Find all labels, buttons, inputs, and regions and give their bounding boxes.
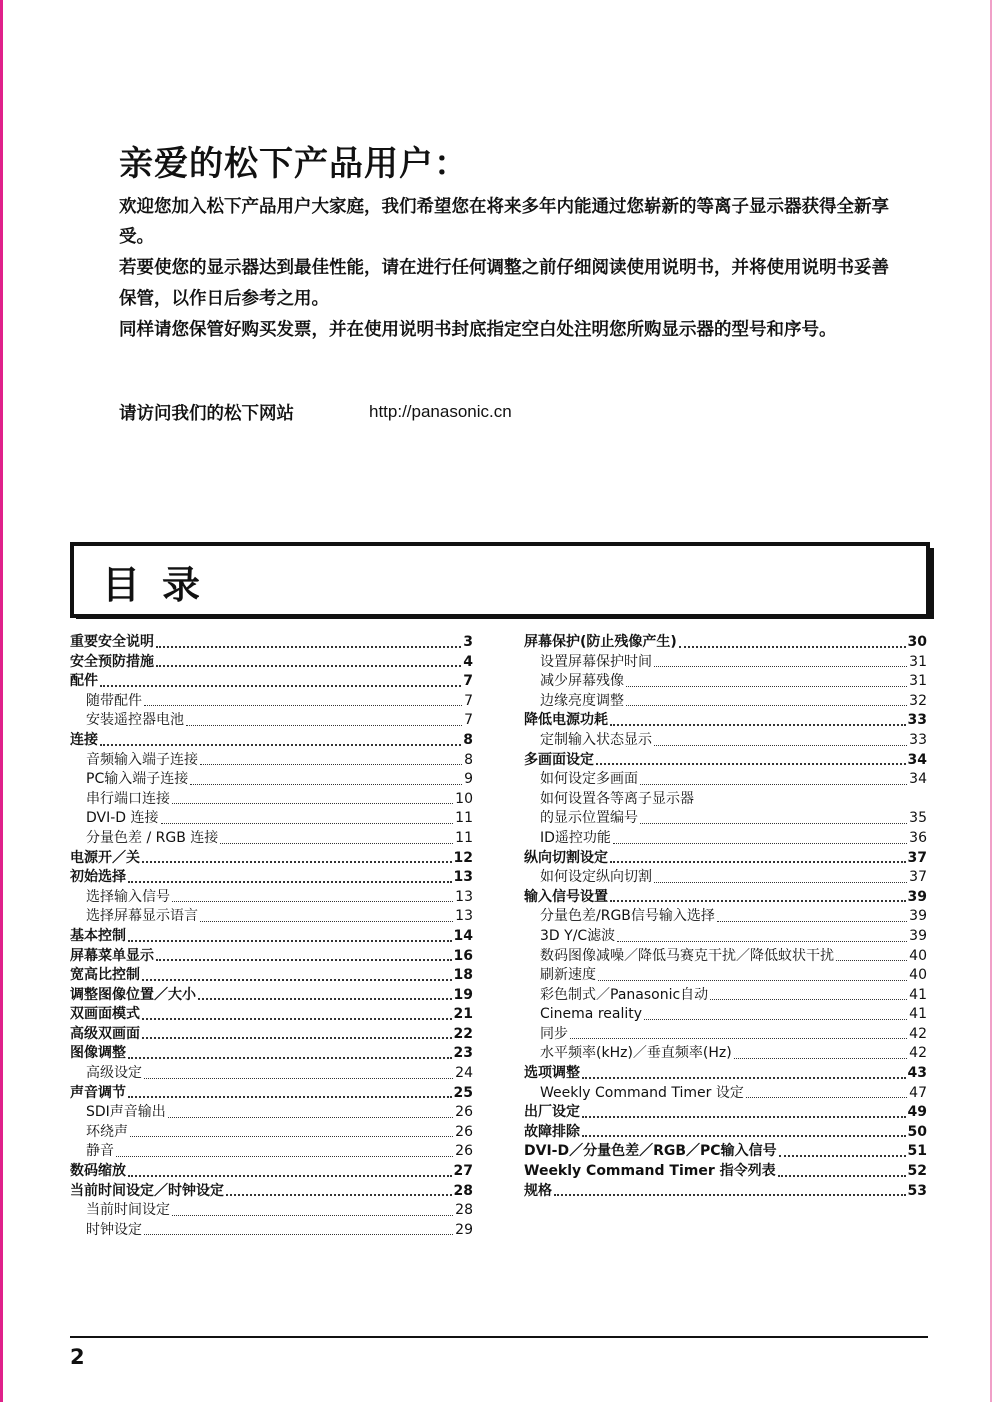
toc-leader-dots [226,1194,452,1196]
toc-leader-dots [598,980,907,981]
toc-entry-page: 8 [464,751,473,768]
toc-leader-dots [156,665,461,667]
toc-leader-dots [654,666,907,667]
toc-leader-dots [172,901,453,902]
toc-leader-dots [220,843,453,844]
intro-paragraph: 欢迎您加入松下产品用户大家庭，我们希望您在将来多年内能通过您崭新的等离子显示器获得全新享受。 [119,197,889,248]
toc-entry-page: 31 [909,653,927,670]
toc-entry[interactable] [70,888,473,908]
toc-leader-dots [613,843,907,844]
toc-entry-page: 11 [455,810,473,827]
toc-entry-page: 29 [455,1221,473,1238]
toc-entry-label: 电源开／关 [70,849,140,866]
toc-entry-page: 42 [909,1045,927,1062]
website-label: 请访问我们的松下网站 [119,404,294,424]
toc-entry[interactable] [524,1142,927,1162]
toc-entry-label: 随带配件 [86,692,142,709]
toc-leader-dots [679,646,906,648]
toc-leader-dots [554,1194,906,1196]
toc-leader-dots [582,1116,906,1118]
toc-entry[interactable] [524,1123,927,1143]
toc-entry-page: 32 [909,692,927,709]
toc-entry-page: 37 [909,869,927,886]
toc-entry-page: 47 [909,1084,927,1101]
toc-entry[interactable] [70,1142,473,1162]
toc-entry-label: 数码缩放 [70,1163,126,1180]
toc-entry[interactable] [524,1044,927,1064]
toc-leader-dots [144,1234,453,1235]
toc-entry[interactable] [70,1005,473,1025]
toc-entry-label: 选项调整 [524,1065,580,1082]
toc-entry[interactable] [524,711,927,731]
toc-leader-dots [142,979,452,981]
toc-entry-label: 屏幕菜单显示 [70,947,154,964]
toc-entry-label: 的显示位置编号 [540,810,638,827]
toc-entry-page: 14 [453,927,473,944]
toc-leader-dots [172,1215,453,1216]
toc-entry-page: 51 [907,1143,927,1160]
toc-entry[interactable] [524,790,927,810]
toc-entry-page: 7 [464,692,473,709]
toc-leader-dots [186,725,462,726]
toc-entry-label: 高级双画面 [70,1025,140,1042]
toc-entry-label: 当前时间设定／时钟设定 [70,1182,224,1199]
toc-entry[interactable] [524,633,927,653]
toc-entry[interactable] [524,1162,927,1182]
toc-leader-dots [128,1096,452,1098]
toc-entry-label: 如何设置各等离子显示器 [540,790,694,807]
toc-leader-dots [779,1155,906,1157]
toc-entry-page: 13 [453,869,473,886]
toc-leader-dots [640,784,907,785]
toc-leader-dots [161,823,454,824]
toc-entry-page: 31 [909,673,927,690]
toc-entry-page: 39 [909,927,927,944]
toc-entry-label: 选择屏幕显示语言 [86,908,198,925]
toc-entry[interactable] [524,927,927,947]
toc-leader-dots [168,1117,453,1118]
toc-entry-page: 34 [907,751,927,768]
toc-entry-label: 重要安全说明 [70,634,154,650]
toc-entry-label: 屏幕保护(防止残像产生) [524,634,677,650]
intro-paragraph: 若要使您的显示器达到最佳性能，请在进行任何调整之前仔细阅读使用说明书，并将使用说明书妥善保管，以作日后参考之用。 [119,258,889,309]
website-link[interactable]: http://panasonic.cn [369,402,512,421]
toc-entry[interactable] [524,986,927,1006]
toc-title: 目录 [102,563,223,607]
toc-entry-label: 串行端口连接 [86,790,170,807]
toc-leader-dots [626,686,907,687]
toc-entry-page: 26 [455,1143,473,1160]
toc-entry[interactable] [524,672,927,692]
left-edge-bar [0,0,3,1402]
toc-entry-label: 定制输入状态显示 [540,731,652,748]
toc-entry-page: 16 [453,947,473,964]
toc-entry-label: 减少屏幕残像 [540,673,624,690]
toc-entry[interactable] [70,1201,473,1221]
toc-leader-dots [144,1078,453,1079]
toc-entry-label: 设置屏幕保护时间 [540,653,652,670]
toc-entry-label: 静音 [86,1143,114,1160]
toc-entry[interactable] [524,731,927,751]
toc-entry-label: Cinema reality [540,1006,643,1023]
toc-leader-dots [836,960,907,961]
toc-leader-dots [130,1136,453,1137]
toc-entry[interactable] [524,1084,927,1104]
toc-entry-page: 53 [907,1182,927,1199]
toc-entry-page: 52 [907,1163,927,1180]
toc-entry-label: 选择输入信号 [86,888,170,905]
toc-entry-label: 3D Y/C滤波 [540,927,616,944]
toc-entry[interactable] [70,1025,473,1045]
toc-entry[interactable] [524,770,927,790]
toc-entry-page: 50 [907,1123,927,1140]
toc-entry-page: 3 [463,634,473,650]
toc-entry-label: Weekly Command Timer 设定 [540,1084,744,1101]
toc-entry[interactable] [524,1182,927,1202]
toc-entry[interactable] [524,947,927,967]
toc-entry-label: 数码图像减噪／降低马赛克干扰／降低蚊状干扰 [540,947,834,964]
toc-entry-page: 25 [453,1084,473,1101]
toc-entry-page: 26 [455,1104,473,1121]
toc-entry-page: 8 [463,731,473,748]
toc-entry-page: 28 [455,1202,473,1219]
toc-entry[interactable] [524,1103,927,1123]
toc-entry-label: 调整图像位置／大小 [70,986,196,1003]
toc-entry-label: 水平频率(kHz)／垂直频率(Hz) [540,1045,732,1062]
toc-entry-label: 安装遥控器电池 [86,712,184,729]
toc-leader-dots [644,1019,907,1020]
toc-entry-label: 分量色差/RGB信号输入选择 [540,908,715,925]
toc-entry[interactable] [524,907,927,927]
toc-entry[interactable] [524,849,927,869]
intro-paragraph: 同样请您保管好购买发票，并在使用说明书封底指定空白处注明您所购显示器的型号和序号。 [119,319,837,340]
toc-entry-label: 规格 [524,1182,552,1199]
toc-leader-dots [142,861,452,863]
toc-leader-dots [156,646,461,648]
toc-entry-page: 36 [909,829,927,846]
toc-entry[interactable] [70,692,473,712]
toc-leader-dots [654,745,907,746]
toc-entry-page: 11 [455,829,473,846]
toc-leader-dots [142,1018,452,1020]
toc-leader-dots [610,900,906,902]
toc-leader-dots [128,1057,452,1059]
toc-entry[interactable] [70,1064,473,1084]
toc-entry[interactable] [70,849,473,869]
toc-entry[interactable] [70,711,473,731]
toc-entry[interactable] [524,1064,927,1084]
page-number: 2 [70,1345,85,1369]
toc-entry[interactable] [70,947,473,967]
toc-entry-page: 26 [455,1123,473,1140]
toc-entry-page: 13 [455,908,473,925]
toc-entry-page: 33 [909,731,927,748]
toc-leader-dots [617,941,907,942]
toc-entry-label: 降低电源功耗 [524,712,608,729]
toc-entry-label: 音频输入端子连接 [86,751,198,768]
toc-entry[interactable] [70,790,473,810]
toc-entry-label: PC输入端子连接 [86,771,189,788]
toc-entry[interactable] [70,1123,473,1143]
toc-entry-page: 39 [909,908,927,925]
toc-entry-label: 连接 [70,731,98,748]
toc-entry[interactable] [70,1084,473,1104]
toc-entry-page: 30 [907,634,927,650]
toc-entry-page: 42 [909,1025,927,1042]
toc-leader-dots [610,861,906,863]
toc-entry[interactable] [70,986,473,1006]
toc-column-left [70,633,473,1240]
toc-entry-page: 41 [909,986,927,1003]
toc-leader-dots [128,1175,452,1177]
toc-entry[interactable] [524,829,927,849]
toc-entry[interactable] [70,1182,473,1202]
toc-leader-dots [156,959,452,961]
toc-leader-dots [582,1077,906,1079]
toc-leader-dots [582,1135,906,1137]
toc-entry-page: 27 [453,1163,473,1180]
toc-leader-dots [640,823,907,824]
toc-entry-page: 7 [464,712,473,729]
toc-entry[interactable] [524,653,927,673]
toc-leader-dots [746,1097,907,1098]
toc-entry-page: 34 [909,771,927,788]
toc-leader-dots [654,882,907,883]
greeting-title: 亲爱的松下产品用户： [119,144,469,184]
toc-entry-page: 23 [453,1045,473,1062]
toc-entry-page: 24 [455,1065,473,1082]
toc-entry[interactable] [70,770,473,790]
toc-entry-label: 故障排除 [524,1123,580,1140]
toc-entry-label: 双画面模式 [70,1006,140,1023]
toc-entry-page: 35 [909,810,927,827]
toc-entry[interactable] [524,809,927,829]
toc-entry[interactable] [524,868,927,888]
toc-leader-dots [116,1156,453,1157]
toc-entry[interactable] [524,1025,927,1045]
toc-entry[interactable] [70,633,473,653]
toc-entry-label: Weekly Command Timer 指令列表 [524,1163,776,1180]
toc-column-right [524,633,927,1201]
toc-entry-page: 22 [453,1025,473,1042]
toc-entry-page: 39 [907,888,927,905]
intro-text [119,192,889,346]
toc-leader-dots [172,803,453,804]
toc-entry-label: 纵向切割设定 [524,849,608,866]
toc-entry-page: 13 [455,888,473,905]
toc-leader-dots [100,744,461,746]
toc-entry-page: 7 [463,673,473,690]
toc-entry-label: 刷新速度 [540,967,596,984]
toc-entry-label: DVI-D 连接 [86,810,159,827]
toc-leader-dots [144,705,462,706]
toc-entry-label: 安全预防措施 [70,653,154,670]
toc-entry-page: 21 [453,1006,473,1023]
toc-entry-page: 18 [453,967,473,984]
toc-entry[interactable] [524,751,927,771]
toc-entry-label: 如何设定纵向切割 [540,869,652,886]
footer-rule [70,1336,928,1338]
toc-entry-label: 出厂设定 [524,1104,580,1121]
toc-entry-label: DVI-D／分量色差／RGB／PC输入信号 [524,1143,777,1160]
toc-entry-label: 高级设定 [86,1065,142,1082]
toc-entry[interactable] [70,731,473,751]
toc-entry-label: SDI声音输出 [86,1104,166,1121]
toc-entry[interactable] [70,1103,473,1123]
toc-entry[interactable] [70,868,473,888]
toc-entry-label: ID遥控功能 [540,829,611,846]
toc-entry-page: 28 [453,1182,473,1199]
toc-entry-label: 同步 [540,1025,568,1042]
toc-entry-label: 配件 [70,673,98,690]
toc-leader-dots [190,784,462,785]
toc-leader-dots [596,763,906,765]
toc-leader-dots [100,685,461,687]
toc-entry[interactable] [70,1221,473,1241]
toc-entry-page: 9 [464,771,473,788]
toc-entry-label: 声音调节 [70,1084,126,1101]
toc-entry[interactable] [70,927,473,947]
toc-entry-label: 如何设定多画面 [540,771,638,788]
toc-entry-page: 40 [909,967,927,984]
toc-leader-dots [128,881,452,883]
toc-entry-label: 时钟设定 [86,1221,142,1238]
toc-entry-label: 彩色制式／Panasonic自动 [540,986,709,1003]
toc-entry[interactable] [70,672,473,692]
toc-leader-dots [734,1058,907,1059]
toc-entry-label: 当前时间设定 [86,1202,170,1219]
toc-entry[interactable] [70,751,473,771]
toc-entry[interactable] [70,1162,473,1182]
toc-leader-dots [200,921,453,922]
toc-entry-label: 图像调整 [70,1045,126,1062]
toc-entry-label: 多画面设定 [524,751,594,768]
toc-entry-label: 基本控制 [70,927,126,944]
toc-entry-page: 4 [463,653,473,670]
toc-entry-page: 43 [907,1065,927,1082]
toc-entry[interactable] [70,653,473,673]
toc-entry-page: 33 [907,712,927,729]
toc-entry-page: 40 [909,947,927,964]
toc-leader-dots [778,1175,906,1177]
toc-banner [70,542,930,618]
toc-entry-label: 分量色差 / RGB 连接 [86,829,219,846]
toc-leader-dots [610,724,906,726]
toc-entry[interactable] [524,966,927,986]
toc-entry-label: 宽高比控制 [70,967,140,984]
toc-entry-label: 边缘亮度调整 [540,692,624,709]
toc-entry[interactable] [524,1005,927,1025]
toc-entry[interactable] [70,966,473,986]
toc-leader-dots [128,940,452,942]
toc-entry-page: 41 [909,1006,927,1023]
toc-leader-dots [717,921,907,922]
toc-entry-label: 输入信号设置 [524,888,608,905]
toc-entry[interactable] [70,907,473,927]
toc-entry[interactable] [70,1044,473,1064]
toc-entry-page: 10 [455,790,473,807]
toc-entry-page: 49 [907,1104,927,1121]
toc-entry-label: 环绕声 [86,1123,128,1140]
toc-entry[interactable] [70,809,473,829]
toc-leader-dots [626,705,907,706]
toc-entry[interactable] [524,888,927,908]
toc-entry-page: 12 [453,849,473,866]
toc-entry-label: 初始选择 [70,869,126,886]
toc-entry[interactable] [524,692,927,712]
toc-leader-dots [142,1037,452,1039]
toc-leader-dots [200,764,462,765]
toc-leader-dots [198,998,452,1000]
toc-entry-page: 19 [453,986,473,1003]
toc-entry-page: 37 [907,849,927,866]
toc-leader-dots [710,999,907,1000]
toc-entry[interactable] [70,829,473,849]
toc-leader-dots [570,1038,907,1039]
